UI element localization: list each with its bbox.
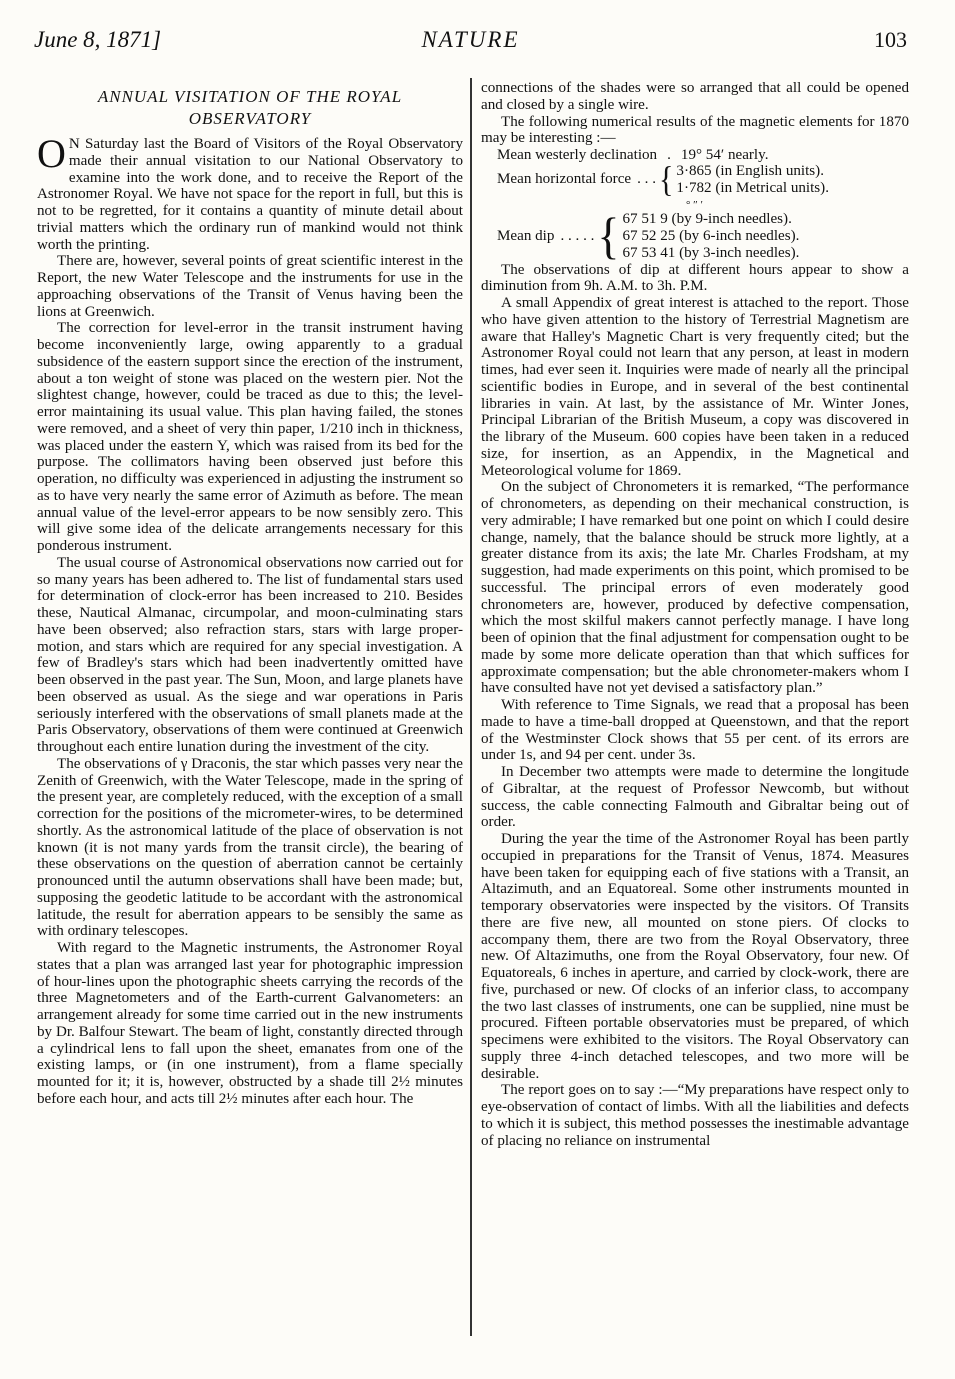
horizontal-force-english: 3·865 (in English units). xyxy=(676,162,824,179)
paragraph-13: In December two attempts were made to determine the longitude of Gibraltar, at the request of Professor Newcomb, but without success, the cable connecting Falmouth and Gibraltar being out of order. xyxy=(481,764,909,831)
paragraph-14: During the year the time of the Astronomer Royal has been partly occupied in preparations for the Transit of Venus, 1874. Measures have been taken for equipping each of five stations with a Transit, an Altazimuth, and an Equatoreal. Some other instruments mounted in temporary observatories were inspected by the visitors. Of Transits there are five new, all mounted on stone piers. Of clocks to accompany them, there are two from the Royal Observatory, three new. Of Altazimuths, one from the Royal Observatory, four new. Of Equatoreals, 6 inches in aperture, and carried by clock-work, there are five, purchased or new. Of clocks of an inferior class, to accompany the two last classes of instruments, one can be supplied, nine must be procured. Fifteen portable observatories must be prepared, of which specimens were exhibited to the visitors. The Royal Observatory can supply three 4-inch detached telescopes, and two more will be desirable. xyxy=(481,831,909,1082)
declination-label: Mean westerly declination xyxy=(497,147,658,163)
dip-9-inch: 67 51 9 (by 9-inch needles). xyxy=(622,211,792,228)
page-header xyxy=(34,27,907,61)
column-divider xyxy=(470,78,472,1336)
dip-values xyxy=(623,211,800,261)
article-title xyxy=(37,86,463,130)
paragraph-9: The observations of dip at different hours appear to show a diminution from 9h. A.M. to 3h. P.M. xyxy=(481,261,909,295)
leader-dots: . . . . . xyxy=(560,228,595,244)
horizontal-force-label: Mean horizontal force xyxy=(497,171,632,188)
paragraph-8: The following numerical results of the magnetic elements for 1870 may be interesting :— xyxy=(481,113,909,147)
horizontal-force-row xyxy=(481,159,909,199)
journal-title: NATURE xyxy=(421,27,520,52)
issue-date: June 8, 1871] xyxy=(34,27,162,52)
dip-units-header: ° ″ ′ xyxy=(686,199,703,212)
paragraph-2: There are, however, several points of great scientific interest in the Report, the new Water Telescope and the instruments for use in the approaching observations of the Transit of Venus having been the lions at Greenwich. xyxy=(37,253,463,320)
paragraph-5: The observations of γ Draconis, the star which passes very near the Zenith of Greenwich, with the Water Telescope, made in the spring of the present year, are completely reduced, with the exception of a small correction for the positions of the micrometer-wires, to be determined shortly. As the astronomical latitude of the place of observation is not known (it is not many yards from the transit circle), the bearing of these observations on the question of aberration cannot be certainly pronounced until the autumn observations shall have been made; but, supposing the geodetic latitude to be accordant with the astronomical latitude, the result for aberration appears to be sensibly the same as with ordinary telescopes. xyxy=(37,755,463,940)
leader-dots: . xyxy=(667,147,671,163)
paragraph-1 xyxy=(37,131,463,253)
paragraph-6: With regard to the Magnetic instruments, the Astronomer Royal states that a plan was arranged last year for photographic impression of hour-lines upon the photographic sheets carrying the records of the three Magnetometers and of the Earth-current Galvanometers: an arrangement already for some time carried out in the new instruments by Dr. Balfour Stewart. The beam of light, constantly directed through a cylindrical lens to fall upon the sheet, emanates from one of the existing lamps, or (in one instrument), from a flame specially mounted for it; it is, however, obstructed by a shade till 2½ minutes before each hour, and acts till 2½ minutes after each hour. The xyxy=(37,940,463,1107)
horizontal-force-metric: 1·782 (in Metrical units). xyxy=(676,179,829,196)
horizontal-force-values xyxy=(676,163,829,197)
paragraph-10: A small Appendix of great interest is attached to the report. Those who have given attention to the history of Terrestrial Magnetism are aware that Halley's Magnetic Chart is very frequently cited; but the Astronomer Royal could not learn that any person, at least in modern times, had ever seen it. Inquiries were made of nearly all the principal scientific bodies in Europe, and in several of the best continental libraries in vain. At last, by the assistance of Mr. Winter Jones, Principal Librarian of the British Museum, a copy was discovered in the library of the Museum. 600 copies have been taken in a reduced size, for insertion, as an Appendix, in the Magnetical and Meteorological volume for 1869. xyxy=(481,295,909,479)
declination-value: 19° 54′ nearly. xyxy=(680,147,769,163)
right-column xyxy=(481,80,909,1149)
declination-row xyxy=(481,147,909,164)
page-number: 103 xyxy=(874,27,907,52)
paragraph-7: connections of the shades were so arranged that all could be opened and closed by a single wire. xyxy=(481,80,909,113)
leader-dots: . . . xyxy=(637,171,656,188)
article-title-line-2: OBSERVATORY xyxy=(188,109,312,128)
paragraph-1-text: N Saturday last the Board of Visitors of the Royal Observatory made their annual visitation to our National Observatory to examine into the work done, and to receive the Report of the Astronomer Royal. We have not space for the report in full, but this is not to be regretted, for it contains a quantity of minute detail about trivial matters which the ordinary run of mankind would not think worth the printing. xyxy=(37,136,463,253)
article-title-line-1: ANNUAL VISITATION OF THE ROYAL xyxy=(97,87,403,106)
drop-cap: O xyxy=(37,131,66,176)
dip-6-inch: 67 52 25 (by 6-inch needles). xyxy=(622,228,800,244)
dip-label: Mean dip xyxy=(497,228,555,244)
paragraph-12: With reference to Time Signals, we read that a proposal has been made to have a time-ball dropped at Queenstown, and that the report of the Westminster Clock shows that 55 per cent. of its errors are under 1s, and 94 per cent. under 3s. xyxy=(481,697,909,764)
paragraph-11: On the subject of Chronometers it is remarked, “The performance of chronometers, as depending on their mechanical construction, is very admirable; I have remarked but one point on which I could desire change, namely, that the balance should be struck more lightly, at a greater distance from its axis; the late Mr. Charles Frodsham, at my suggestion, had made experiments on this point, which promised to be successful. The principal errors of even moderately good chronometers are, however, produced by defective compensation, which the most skilful makers cannot perfectly manage. I have long been of opinion that the final adjustment for compensation ought to be made by some more delicate operation than that which suffices for approximate compensation; but the able chronometer-makers whom I have consulted have not yet devised a satisfactory plan.” xyxy=(481,479,909,697)
paragraph-4: The usual course of Astronomical observations now carried out for so many years has been adhered to. The list of fundamental stars used for determination of clock-error has been increased to 210. Besides these, Nautical Almanac, circumpolar, and moon-culminating stars have been observed; also refraction stars, stars with large proper-motion, and stars which are required for any special investigation. A few of Bradley's stars which had been inadvertently omitted have been observed in the past year. The Sun, Moon, and large planets have been observed as usual. As the siege and war operations in Paris seriously interfered with the observations of small planets made at the Paris Observatory, observations of them were continued at Greenwich throughout each entire lunation during the investment of the city. xyxy=(37,554,463,755)
brace: { xyxy=(597,207,620,264)
brace: { xyxy=(658,159,674,199)
dip-row xyxy=(481,207,909,264)
paragraph-3: The correction for level-error in the transit instrument having become inconveniently large, owing apparently to a gradual subsidence of the eastern support since the erection of the instrument, about a ton weight of stone was placed on the western pier. Not the slightest change, however, could be traced as due to this; the level-error maintaining its usual value. This plan having failed, the stones were removed, and a sheet of very thin paper, 1/210 inch in thickness, was placed under the eastern Y, which was raised from its bed for the purpose. The collimators having been observed just before this operation, no difficulty was experienced in adjusting the instrument so as to have very nearly the same error of Azimuth as before. The mean annual value of the level-error appears to be now sensibly zero. This will give some idea of the delicate arrangements necessary for this ponderous instrument. xyxy=(37,320,463,554)
dip-3-inch: 67 53 41 (by 3-inch needles). xyxy=(622,244,800,261)
magnetic-elements-table xyxy=(481,147,909,262)
left-column xyxy=(37,80,463,1108)
paragraph-15: The report goes on to say :—“My preparations have respect only to eye-observation of contact of limbs. With all the liabilities and defects to which it is subject, this method possesses the inestimable advantage of placing no reliance on instrumental xyxy=(481,1082,909,1149)
